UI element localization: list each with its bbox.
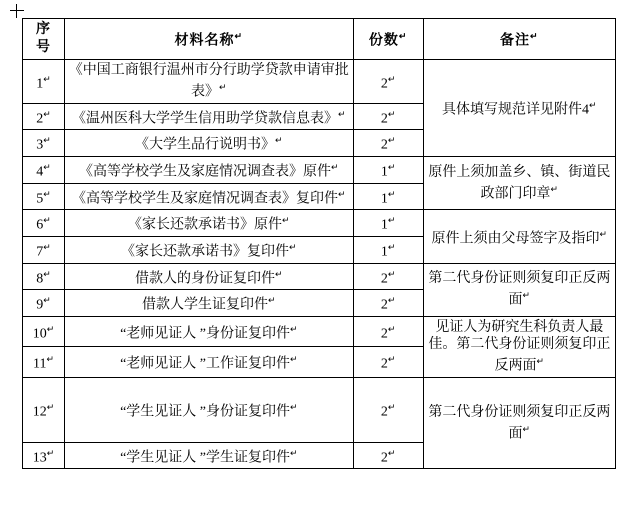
paragraph-mark-icon: ↵ — [387, 295, 396, 306]
row-no: 1↵ — [23, 60, 65, 104]
paragraph-mark-icon: ↵ — [268, 295, 276, 306]
column-header-remark: 备注↵ — [423, 19, 615, 60]
paragraph-mark-icon: ↵ — [522, 423, 531, 434]
column-header-no: 序 号 — [23, 19, 65, 60]
paragraph-mark-icon: ↵ — [387, 323, 396, 334]
paragraph-mark-icon: ↵ — [550, 183, 559, 194]
paragraph-mark-icon: ↵ — [43, 188, 51, 199]
paragraph-mark-icon: ↵ — [46, 323, 55, 334]
row-no: 4↵ — [23, 156, 65, 183]
paragraph-mark-icon: ↵ — [46, 447, 55, 458]
materials-table-wrapper — [22, 18, 616, 469]
paragraph-mark-icon: ↵ — [43, 241, 51, 252]
paragraph-mark-icon: ↵ — [387, 73, 396, 84]
row-count: 2↵ — [353, 347, 423, 377]
paragraph-mark-icon: ↵ — [46, 401, 55, 412]
paragraph-mark-icon: ↵ — [43, 135, 51, 146]
paragraph-mark-icon: ↵ — [387, 447, 396, 458]
paragraph-mark-icon: ↵ — [275, 268, 283, 279]
table-row — [23, 377, 616, 442]
paragraph-mark-icon: ↵ — [43, 215, 51, 226]
paragraph-mark-icon: ↵ — [387, 161, 396, 172]
row-no: 9↵ — [23, 290, 65, 317]
paragraph-mark-icon: ↵ — [387, 268, 396, 279]
paragraph-mark-icon: ↵ — [536, 355, 545, 366]
paragraph-mark-icon: ↵ — [387, 135, 396, 146]
table-row — [23, 210, 616, 237]
row-name: 《中国工商银行温州市分行助学贷款申请审批表》↵ — [65, 60, 353, 104]
row-remark: 原件上须加盖乡、镇、街道民政部门印章↵ — [423, 156, 615, 209]
row-no: 6↵ — [23, 210, 65, 237]
paragraph-mark-icon: ↵ — [282, 215, 290, 226]
paragraph-mark-icon: ↵ — [219, 82, 227, 92]
row-name: 《高等学校学生及家庭情况调查表》复印件↵ — [65, 183, 353, 210]
paragraph-mark-icon: ↵ — [289, 241, 297, 252]
table-row — [23, 156, 616, 183]
paragraph-mark-icon: ↵ — [338, 188, 346, 199]
paragraph-mark-icon: ↵ — [387, 215, 396, 226]
row-name: 《温州医科大学学生信用助学贷款信息表》↵ — [65, 103, 353, 130]
row-count: 1↵ — [353, 183, 423, 210]
paragraph-mark-icon: ↵ — [387, 108, 396, 119]
row-no: 8↵ — [23, 263, 65, 290]
row-count: 2↵ — [353, 130, 423, 157]
paragraph-mark-icon: ↵ — [290, 447, 298, 458]
row-name: 《家长还款承诺书》复印件↵ — [65, 236, 353, 263]
row-remark: 第二代身份证则须复印正反两面↵ — [423, 263, 615, 316]
paragraph-mark-icon: ↵ — [530, 31, 539, 42]
row-count: 1↵ — [353, 236, 423, 263]
row-no: 3↵ — [23, 130, 65, 157]
paragraph-mark-icon: ↵ — [43, 295, 51, 306]
row-name: 《家长还款承诺书》原件↵ — [65, 210, 353, 237]
paragraph-mark-icon: ↵ — [387, 401, 396, 412]
row-name: 《大学生品行说明书》↵ — [65, 130, 353, 157]
row-name: 借款人的身份证复印件↵ — [65, 263, 353, 290]
row-no: 2↵ — [23, 103, 65, 130]
paragraph-mark-icon: ↵ — [290, 323, 298, 334]
row-count: 1↵ — [353, 210, 423, 237]
row-name: “老师见证人 ”身份证复印件↵ — [65, 316, 353, 346]
row-no: 10↵ — [23, 316, 65, 346]
column-header-count: 份数↵ — [353, 19, 423, 60]
paragraph-mark-icon: ↵ — [43, 73, 51, 84]
paragraph-mark-icon: ↵ — [43, 268, 51, 279]
paragraph-mark-icon: ↵ — [387, 241, 396, 252]
paragraph-mark-icon: ↵ — [599, 228, 608, 239]
table-row — [23, 263, 616, 290]
row-name: “学生见证人 ”学生证复印件↵ — [65, 442, 353, 469]
row-count: 2↵ — [353, 60, 423, 104]
row-remark: 见证人为研究生科负责人最佳。第二代身份证则须复印正反两面↵ — [423, 316, 615, 377]
table-header-row — [23, 19, 616, 60]
row-name: 借款人学生证复印件↵ — [65, 290, 353, 317]
row-no: 13↵ — [23, 442, 65, 469]
paragraph-mark-icon: ↵ — [290, 354, 298, 365]
row-count: 2↵ — [353, 316, 423, 346]
table-row — [23, 316, 616, 346]
row-count: 2↵ — [353, 290, 423, 317]
paragraph-mark-icon: ↵ — [522, 290, 531, 301]
row-count: 2↵ — [353, 377, 423, 442]
row-count: 2↵ — [353, 103, 423, 130]
table-row — [23, 60, 616, 104]
paragraph-mark-icon: ↵ — [234, 31, 244, 42]
column-header-name: 材料名称↵ — [65, 19, 353, 60]
row-remark: 原件上须由父母签字及指印↵ — [423, 210, 615, 263]
paragraph-mark-icon: ↵ — [387, 354, 396, 365]
row-count: 2↵ — [353, 442, 423, 469]
row-count: 1↵ — [353, 156, 423, 183]
row-name: “学生见证人 ”身份证复印件↵ — [65, 377, 353, 442]
row-no: 11↵ — [23, 347, 65, 377]
paragraph-mark-icon: ↵ — [290, 401, 298, 412]
paragraph-mark-icon: ↵ — [387, 188, 396, 199]
row-name: 《高等学校学生及家庭情况调查表》原件↵ — [65, 156, 353, 183]
paragraph-mark-icon: ↵ — [43, 161, 51, 172]
paragraph-mark-icon: ↵ — [331, 161, 339, 172]
materials-table — [22, 18, 616, 469]
paragraph-mark-icon: ↵ — [275, 135, 283, 146]
row-remark: 具体填写规范详见附件4↵ — [423, 60, 615, 157]
paragraph-mark-icon: ↵ — [46, 354, 55, 365]
row-no: 12↵ — [23, 377, 65, 442]
row-count: 2↵ — [353, 263, 423, 290]
row-remark: 第二代身份证则须复印正反两面↵ — [423, 377, 615, 469]
row-no: 5↵ — [23, 183, 65, 210]
paragraph-mark-icon: ↵ — [338, 108, 346, 119]
cross-mark-icon — [10, 4, 24, 18]
paragraph-mark-icon: ↵ — [398, 31, 408, 42]
row-name: “老师见证人 ”工作证复印件↵ — [65, 347, 353, 377]
paragraph-mark-icon: ↵ — [589, 100, 597, 111]
paragraph-mark-icon: ↵ — [43, 108, 51, 119]
row-no: 7↵ — [23, 236, 65, 263]
